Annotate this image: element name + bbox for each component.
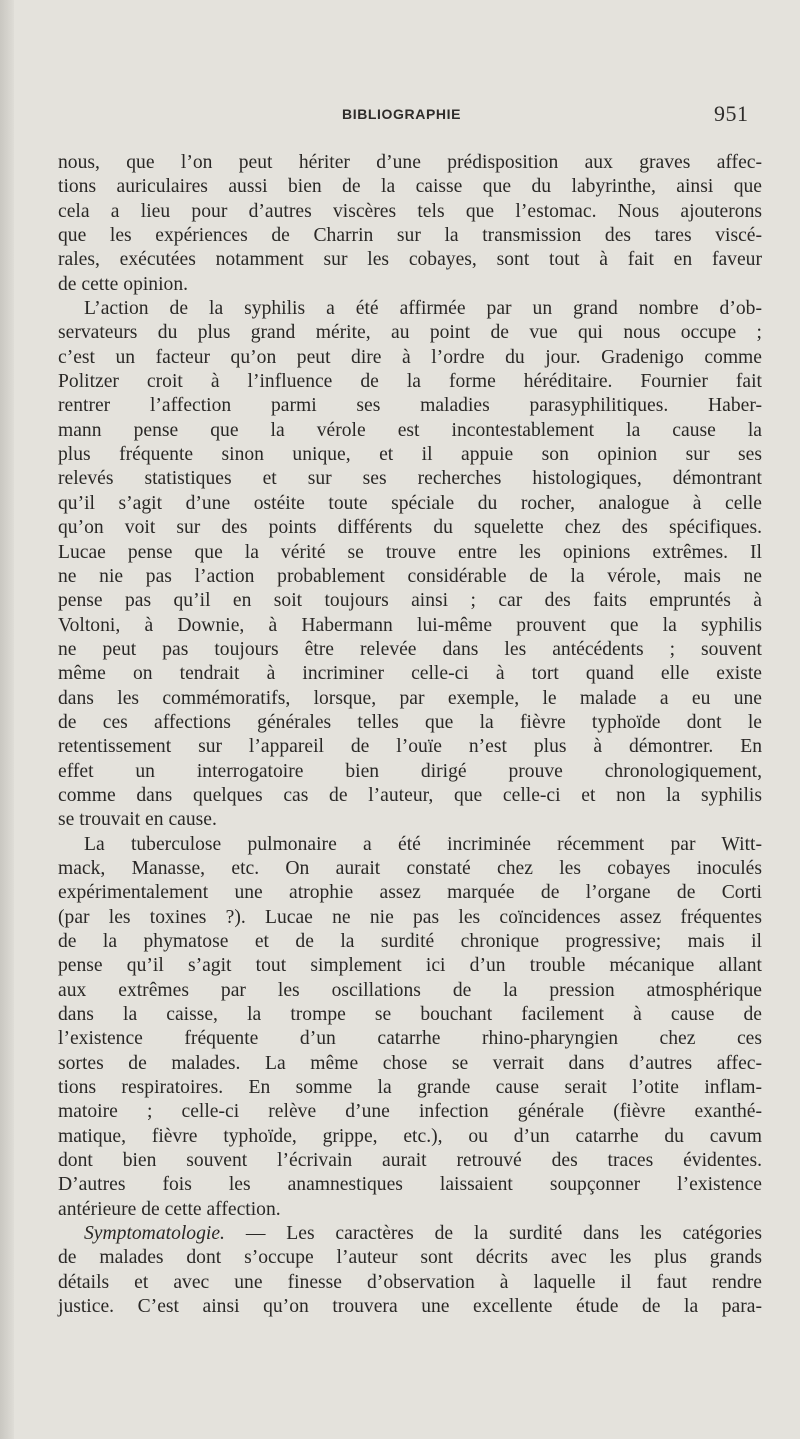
section-heading-italic: Symptomatologie. (84, 1223, 225, 1245)
text-line: aux extrêmes par les oscillations de la pression atmosphérique (58, 979, 762, 1001)
text-line: antérieure de cette affection. (58, 1198, 281, 1220)
text-line: de la phymatose et de la surdité chronique progressive; mais il (58, 931, 762, 952)
text-line: pense pas qu’il en soit toujours ainsi ; car des faits empruntés à (58, 590, 762, 612)
text-line: se trouvait en cause. (58, 809, 217, 831)
text-line: nous, que l’on peut hériter d’une prédisposition aux graves affec- (58, 152, 762, 173)
text-line: tions auriculaires aussi bien de la caisse que du labyrinthe, ainsi que (58, 176, 762, 198)
text-line: dans les commémoratifs, lorsque, par exemple, le malade a eu une (58, 687, 762, 709)
text-line: mack, Manasse, etc. On aurait constaté chez les cobayes inoculés (58, 857, 762, 879)
running-header (0, 98, 800, 128)
text-line: mann pense que la vérole est incontestablement la cause la (58, 419, 762, 441)
text-line: servateurs du plus grand mérite, au point de vue qui nous occupe ; (58, 322, 762, 344)
page-number: 951 (714, 101, 749, 126)
text-line-content: — Les caractères de la surdité dans les catégories (224, 1223, 762, 1245)
text-line: (par les toxines ?). Lucae ne nie pas les coïncidences assez fréquentes (58, 906, 762, 928)
text-line: même on tendrait à incriminer celle-ci à tort quand elle existe (58, 663, 762, 685)
text-line: D’autres fois les anamnestiques laissaient soupçonner l’existence (58, 1174, 762, 1196)
text-line: de ces affections générales telles que la fièvre typhoïde dont le (58, 711, 762, 733)
text-line: L’action de la syphilis a été affirmée par un grand nombre d’ob- (84, 298, 762, 320)
text-line: Lucae pense que la vérité se trouve entre les opinions extrêmes. Il (58, 541, 762, 563)
text-line: que les expériences de Charrin sur la transmission des tares viscé- (58, 225, 762, 247)
text-line: expérimentalement une atrophie assez marquée de l’organe de Corti (58, 882, 762, 904)
text-line: relevés statistiques et sur ses recherches histologiques, démontrant (58, 468, 762, 490)
text-line (58, 1222, 762, 1246)
text-line: La tuberculose pulmonaire a été incriminée récemment par Witt- (84, 833, 762, 855)
text-line: ne peut pas toujours être relevée dans les antécédents ; souvent (58, 638, 762, 660)
text-line: rales, exécutées notamment sur les cobayes, sont tout à fait en faveur (58, 249, 762, 271)
text-line: matique, fièvre typhoïde, grippe, etc.), ou d’un catarrhe du cavum (58, 1125, 762, 1147)
text-line: l’existence fréquente d’un catarrhe rhino-pharyngien chez ces (58, 1028, 762, 1050)
text-line: justice. C’est ainsi qu’on trouvera une excellente étude de la para- (58, 1296, 762, 1318)
text-line: de cette opinion. (58, 273, 189, 295)
text-line: détails et avec une finesse d’observation à laquelle il faut rendre (58, 1271, 762, 1293)
text-line: effet un interrogatoire bien dirigé prouve chronologiquement, (58, 760, 762, 782)
text-line: de malades dont s’occupe l’auteur sont décrits avec les plus grands (58, 1247, 762, 1269)
text-line: plus fréquente sinon unique, et il appuie son opinion sur ses (58, 444, 762, 466)
text-line: qu’on voit sur des points différents du squelette chez des spécifiques. (58, 517, 762, 539)
text-line: ne nie pas l’action probablement considérable de la vérole, mais ne (58, 565, 762, 587)
text-line: Politzer croit à l’influence de la forme héréditaire. Fournier fait (58, 371, 762, 393)
text-line: dont bien souvent l’écrivain aurait retrouvé des traces évidentes. (58, 1150, 762, 1172)
text-line: comme dans quelques cas de l’auteur, que celle-ci et non la syphilis (58, 784, 762, 806)
text-line: qu’il s’agit d’une ostéite toute spéciale du rocher, analogue à celle (58, 492, 762, 514)
text-line: sortes de malades. La même chose se verrait dans d’autres affec- (58, 1052, 762, 1074)
text-line: pense qu’il s’agit tout simplement ici d’un trouble mécanique allant (58, 955, 762, 977)
text-line: retentissement sur l’appareil de l’ouïe n’est plus à démontrer. En (58, 736, 762, 758)
text-line: matoire ; celle-ci relève d’une infection générale (fièvre exanthé- (58, 1101, 762, 1123)
text-line: cela a lieu pour d’autres viscères tels que l’estomac. Nous ajouterons (58, 200, 762, 222)
running-head-title: BIBLIOGRAPHIE (342, 106, 462, 122)
page-edge-shadow (0, 0, 14, 1439)
text-line: c’est un facteur qu’on peut dire à l’ordre du jour. Gradenigo comme (58, 346, 762, 368)
body-text (58, 151, 762, 1320)
text-line: rentrer l’affection parmi ses maladies parasyphilitiques. Haber- (58, 395, 762, 417)
text-line: tions respiratoires. En somme la grande cause serait l’otite inflam- (58, 1077, 762, 1099)
text-line: Voltoni, à Downie, à Habermann lui-même prouvent que la syphilis (58, 614, 762, 636)
text-line: dans la caisse, la trompe se bouchant facilement à cause de (58, 1004, 762, 1026)
